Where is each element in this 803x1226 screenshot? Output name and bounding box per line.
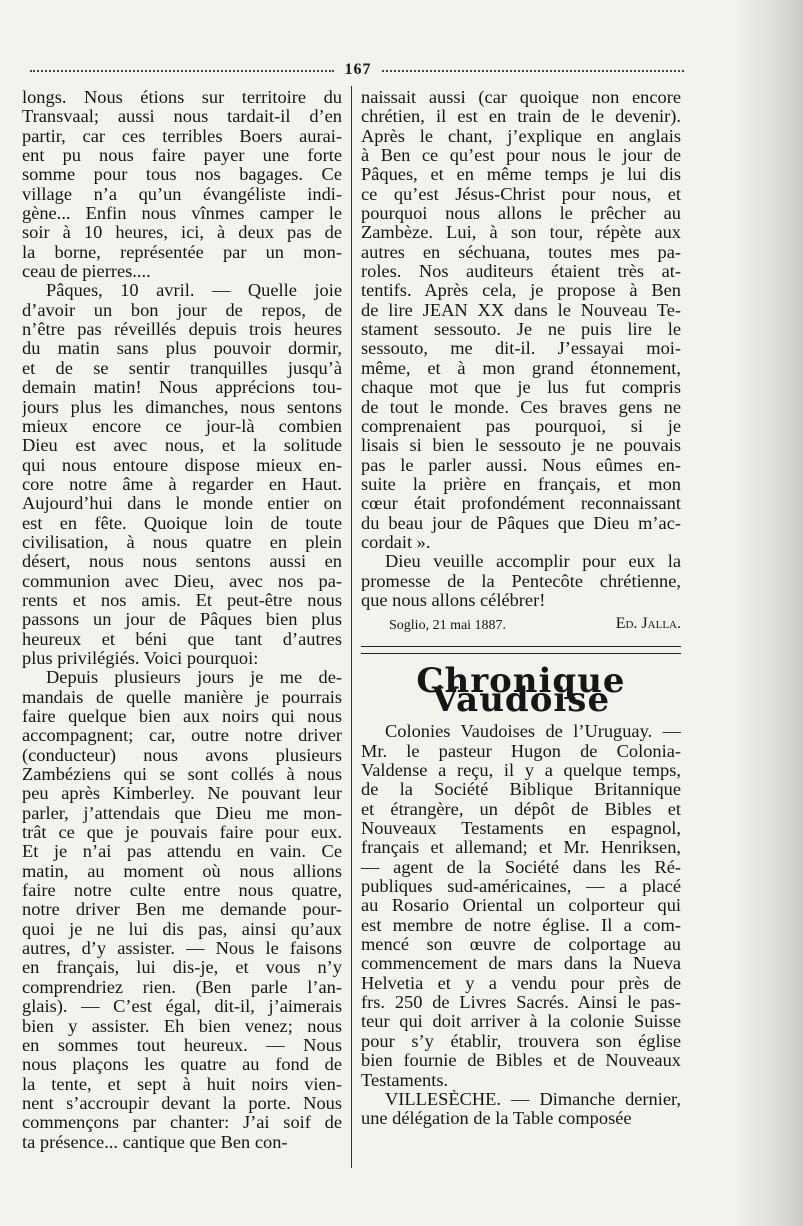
- text-line: en sommes tout heureux. — Nous: [22, 1035, 342, 1055]
- text-line: cordait ».: [361, 532, 431, 552]
- text-line: nous plaçons les quatre au fond de: [22, 1055, 342, 1075]
- page-number: 167: [344, 61, 372, 78]
- text-line: même, et à mon grand étonnement,: [361, 358, 681, 378]
- text-line: publiques sud-américaines, — a placé: [361, 877, 681, 897]
- text-line: autres en séchuana, toutes mes pa-: [361, 242, 681, 262]
- paragraph: [22, 281, 342, 668]
- page-header: [30, 61, 684, 79]
- text-line: est en fête. Quoique loin de toute: [22, 513, 342, 533]
- signature-author: Ed. Jalla.: [615, 615, 681, 633]
- text-line: rents et nos amis. Et peut-être nous: [22, 590, 342, 610]
- text-line: plus privilégiés. Voici pourquoi:: [22, 648, 259, 668]
- text-line: et étrangère, un dépôt de Bibles et: [361, 799, 681, 819]
- text-line: que nous allons célébrer!: [361, 590, 546, 610]
- header-rule-left: [30, 70, 334, 72]
- text-line: jours plus les dimanches, nous sentons: [22, 397, 342, 417]
- text-line: longs. Nous étions sur territoire du: [22, 88, 342, 107]
- text-line: village n’a qu’un évangéliste indi-: [22, 184, 342, 204]
- text-line: chrétien, il est en train de le devenir).: [361, 107, 681, 127]
- text-line: comprenaient pas pourquoi, si je: [361, 416, 681, 436]
- text-line: ceau de pierres....: [22, 262, 151, 282]
- text-line: peu après Kimberley. Ne pouvant leur: [22, 784, 342, 804]
- text-line: nent s’accroupir devant la porte. Nous: [22, 1093, 342, 1113]
- text-line: à Ben ce qu’est pour nous le jour de: [361, 146, 681, 166]
- paragraph: [361, 722, 681, 1090]
- text-line: bien y assister. Eh bien venez; nous: [22, 1016, 342, 1036]
- text-line: pour s’y établir, trouvera son église: [361, 1031, 681, 1051]
- text-line: Dieu veuille accomplir pour eux la: [385, 552, 681, 572]
- text-line: et de se sentir tranquilles jusqu’à: [22, 358, 342, 378]
- text-line: stament sessouto. Je ne puis lire le: [361, 320, 681, 340]
- text-line: Depuis plusieurs jours je me de-: [46, 668, 342, 688]
- text-line: Pâques, 10 avril. — Quelle joie: [46, 281, 342, 301]
- text-line: Aujourd’hui dans le monde entier on: [22, 494, 342, 514]
- text-line: autres, d’y assister. — Nous le faisons: [22, 939, 342, 959]
- text-line: Zambèze. Lui, à son tour, répète aux: [361, 223, 681, 243]
- text-line: français et allemand; et Mr. Henriksen,: [361, 838, 681, 858]
- text-line: heureux et béni que tant d’autres: [22, 629, 342, 649]
- text-line: cœur était profondément reconnaissant: [361, 494, 681, 514]
- paragraph: [361, 1090, 681, 1129]
- scan-edge-shadow: [733, 0, 803, 1226]
- text-line: Valdense a reçu, il y a quelque temps,: [361, 761, 681, 780]
- text-line: gène... Enfin nous vînmes camper le: [22, 204, 342, 224]
- signature: [361, 614, 681, 635]
- text-line: partir, car ces terribles Boers aurai-: [22, 126, 342, 146]
- text-line: core notre âme à regarder en Haut.: [22, 474, 342, 494]
- text-line: Colonies Vaudoises de l’Uruguay. —: [385, 722, 681, 742]
- text-line: mieux encore ce jour-là combien: [22, 416, 342, 436]
- text-line: tentifs. Après cela, je propose à Ben: [361, 281, 681, 301]
- text-line: faire quelque bien aux noirs qui nous: [22, 707, 342, 726]
- text-line: matin, au moment où nous allions: [22, 861, 342, 881]
- text-line: au Rosario Oriental un colporteur qui: [361, 896, 681, 916]
- text-line: quoi je ne lui dis pas, ainsi qu’aux: [22, 919, 342, 939]
- text-line: Après le chant, j’explique en anglais: [361, 126, 681, 146]
- text-line: somme pour tous nos bagages. Ce: [22, 165, 342, 185]
- text-line: du beau jour de Pâques que Dieu m’ac-: [361, 513, 681, 533]
- text-line: roles. Nos auditeurs étaient très at-: [361, 262, 681, 282]
- signature-place-date: Soglio, 21 mai 1887.: [389, 618, 507, 634]
- text-line: notre driver Ben me demande pour-: [22, 900, 342, 920]
- text-line: Transvaal; aussi nous tardait-il d’en: [22, 107, 342, 127]
- paragraph: [22, 668, 342, 1152]
- text-line: chaque mot que je lus fut compris: [361, 378, 681, 398]
- paragraph: [361, 552, 681, 610]
- text-line: civilisation, à nous quatre en plein: [22, 532, 342, 552]
- text-line: de tout le monde. Ces braves gens ne: [361, 397, 681, 417]
- text-line: pourquoi nous allons le prêcher au: [361, 204, 681, 224]
- text-line: (conducteur) nous avons plusieurs: [22, 745, 342, 765]
- text-line: bien fournie de Bibles et de Nouveaux: [361, 1051, 681, 1071]
- header-rule-right: [382, 70, 684, 72]
- text-line: parler, j’attendais que Dieu me mon-: [22, 803, 342, 823]
- text-line: communion avec Dieu, avec nos pa-: [22, 571, 342, 591]
- text-line: soir à 10 heures, ici, à deux pas de: [22, 223, 342, 243]
- text-line: demain matin! Nous apprécions tou-: [22, 378, 342, 398]
- text-line: la borne, représentée par un mon-: [22, 242, 342, 262]
- text-line: frs. 250 de Livres Sacrés. Ainsi le pas-: [361, 993, 681, 1013]
- chronicle-text: [361, 722, 681, 1128]
- text-line: d’avoir un bon jour de repos, de: [22, 300, 342, 320]
- text-line: désert, nous nous sentons aussi en: [22, 552, 342, 572]
- paragraph: [361, 88, 681, 552]
- text-line: glais). — C’est égal, dit-il, j’aimerais: [22, 997, 342, 1017]
- text-line: est membre de notre église. Il a com-: [361, 915, 681, 935]
- text-line: en français, lui dis-je, et vous n’y: [22, 958, 342, 978]
- text-line: n’être pas réveillés depuis trois heures: [22, 320, 342, 340]
- text-line: Zambéziens qui se sont collés à nous: [22, 765, 342, 785]
- text-line: naissait aussi (car quoique non encore: [361, 88, 681, 107]
- text-line: ta présence... cantique que Ben con-: [22, 1132, 288, 1152]
- text-line: de lire JEAN XX dans le Nouveau Te-: [361, 300, 681, 320]
- text-line: — agent de la Société dans les Ré-: [361, 857, 681, 877]
- left-column: [22, 88, 342, 1152]
- text-line: qui nous entoure dispose mieux en-: [22, 455, 342, 475]
- section-double-rule: [361, 646, 681, 654]
- text-line: Mr. le pasteur Hugon de Colonia-: [361, 741, 681, 761]
- text-line: ent pu nous faire payer une forte: [22, 146, 342, 166]
- text-line: Nouveaux Testaments en espagnol,: [361, 819, 681, 839]
- text-line: mencé son œuvre de colportage au: [361, 935, 681, 955]
- text-line: du matin sans plus pouvoir dormir,: [22, 339, 342, 359]
- right-column-text: [361, 88, 681, 610]
- text-line: teur qui doit arriver à la colonie Suisse: [361, 1012, 681, 1032]
- text-line: Dieu est avec nous, et la solitude: [22, 436, 342, 456]
- text-line: commençons par chanter: J’ai soif de: [22, 1113, 342, 1133]
- text-line: ce qu’est Jésus-Christ pour nous, et: [361, 184, 681, 204]
- text-line: lisais si bien le sessouto je ne pouvais: [361, 436, 681, 456]
- right-column: [361, 88, 681, 1129]
- text-line: VILLESÈCHE. — Dimanche dernier,: [385, 1089, 681, 1109]
- section-heading: Chronique Vaudoise: [416, 660, 626, 720]
- text-line: passons un jour de Pâques bien plus: [22, 610, 342, 630]
- text-line: pas le parler aussi. Nous eûmes en-: [361, 455, 681, 475]
- paragraph: [22, 88, 342, 281]
- text-line: Testaments.: [361, 1070, 449, 1090]
- text-line: comprendriez rien. (Ben parle l’an-: [22, 977, 342, 997]
- text-line: Pâques, et en même temps je lui dis: [361, 165, 681, 185]
- text-line: Et je n’ai pas attendu en vain. Ce: [22, 842, 342, 862]
- text-line: de la Société Biblique Britannique: [361, 780, 681, 800]
- text-line: commencement de mars dans la Nueva: [361, 954, 681, 974]
- text-line: sessouto, me dit-il. J’essayai moi-: [361, 339, 681, 359]
- text-line: la tente, et sept à huit noirs vien-: [22, 1074, 342, 1094]
- text-line: mandais de quelle manière je pourrais: [22, 687, 342, 707]
- text-line: une délégation de la Table composée: [361, 1109, 632, 1129]
- column-divider: [351, 86, 352, 1168]
- text-line: accompagnent; car, outre notre driver: [22, 726, 342, 746]
- text-line: promesse de la Pentecôte chrétienne,: [361, 571, 681, 591]
- text-line: trât ce que je pouvais faire pour eux.: [22, 823, 342, 843]
- text-line: suite la prière en français, et mon: [361, 474, 681, 494]
- text-line: Helvetia et y a vendu pour près de: [361, 973, 681, 993]
- text-line: faire notre culte entre nous quatre,: [22, 881, 342, 901]
